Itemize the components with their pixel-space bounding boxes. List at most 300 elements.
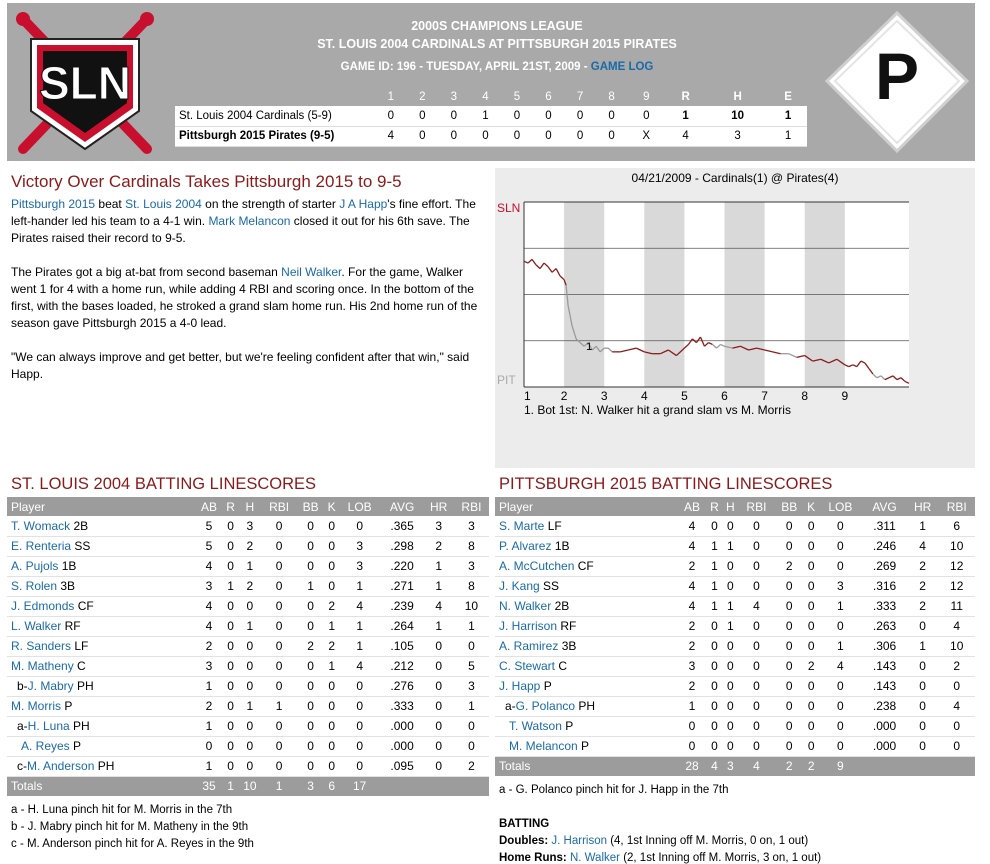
stat-cell: 3: [454, 516, 489, 536]
stat-cell: 5: [454, 656, 489, 676]
table-row: [7, 516, 489, 536]
stat-cell: 2: [325, 596, 339, 616]
player-cell: [495, 736, 677, 756]
batting-notes: [499, 816, 969, 864]
stat-cell: 0: [262, 556, 297, 576]
stat-cell: 2: [238, 576, 261, 596]
stat-cell: 0: [775, 516, 804, 536]
player-link[interactable]: J. Kang: [499, 579, 540, 593]
player-position: LF: [547, 518, 562, 533]
player-link[interactable]: C. Stewart: [499, 659, 556, 673]
stat-cell: 8: [454, 536, 489, 556]
column-header: AB: [195, 497, 223, 516]
stat-cell: 0: [738, 636, 774, 656]
player-position: 1B: [61, 559, 77, 573]
stat-cell: 2: [195, 636, 223, 656]
stat-cell: 0: [424, 676, 454, 696]
stat-cell: 0: [339, 676, 381, 696]
away-total-r: 1: [665, 106, 706, 126]
stat-cell: 0: [223, 516, 238, 536]
stat-cell: 0: [297, 756, 325, 776]
cardinals-logo: [9, 9, 161, 157]
harrison-player-link[interactable]: J. Harrison: [551, 835, 608, 847]
stat-cell: 0: [907, 656, 939, 676]
stat-cell: 0: [804, 676, 819, 696]
stat-cell: 0: [223, 556, 238, 576]
column-header: RBI: [938, 497, 975, 516]
table-row: [495, 556, 975, 576]
column-header: AVG: [862, 497, 907, 516]
stat-cell: 0: [775, 656, 804, 676]
stat-cell: 1: [707, 556, 723, 576]
stat-cell: 0: [722, 556, 738, 576]
stat-cell: 0: [722, 676, 738, 696]
matchup-title: ST. LOUIS 2004 CARDINALS AT PITTSBURGH 2015 PIRATES: [317, 37, 677, 51]
stat-cell: 1: [195, 756, 223, 776]
stat-cell: 0: [325, 516, 339, 536]
table-row: [495, 576, 975, 596]
sub-prefix: a-: [505, 699, 516, 713]
stat-cell: 0: [804, 696, 819, 716]
stat-cell: 4: [938, 616, 975, 636]
stat-cell: .246: [862, 536, 907, 556]
pinch-hit-note: b - J. Mabry pinch hit for M. Matheny in the 9th: [11, 821, 249, 833]
away-team-name: St. Louis 2004 Cardinals (5-9): [175, 106, 375, 126]
stat-cell: 1: [325, 616, 339, 636]
stat-cell: 0: [238, 736, 261, 756]
away-total-e: 1: [769, 106, 807, 126]
x-tick-label: 9: [841, 389, 849, 403]
table-row: [7, 696, 489, 716]
stat-cell: 0: [775, 716, 804, 736]
walker-hr-player-link[interactable]: N. Walker: [569, 852, 620, 864]
stat-cell: 3: [677, 656, 706, 676]
player-link[interactable]: T. Womack: [11, 518, 71, 533]
stat-cell: .239: [381, 596, 424, 616]
stat-cell: 0: [738, 676, 774, 696]
stat-cell: 1: [339, 576, 381, 596]
stat-cell: 0: [804, 536, 819, 556]
table-row: [7, 536, 489, 556]
stat-cell: 1: [297, 576, 325, 596]
player-link[interactable]: M. Anderson: [27, 759, 95, 773]
stat-cell: 0: [818, 536, 862, 556]
stat-cell: 0: [722, 716, 738, 736]
column-header: BB: [775, 497, 804, 516]
story-paragraph-1: Pittsburgh 2015 beat St. Louis 2004 on the strength of starter J A Happ's fine effort. The left-hander led his team to a 4-1 win. Mark Melancon closed it out for his 6th save. The Pirates raised their record to 9-5.: [11, 197, 476, 245]
column-header: RBI: [262, 497, 297, 516]
player-link[interactable]: N. Walker: [499, 599, 552, 613]
stat-cell: 1: [339, 636, 381, 656]
stat-cell: .263: [862, 616, 907, 636]
stat-cell: 0: [325, 756, 339, 776]
player-position: PH: [578, 699, 596, 713]
stat-cell: 1: [424, 576, 454, 596]
stat-cell: 0: [738, 716, 774, 736]
player-link[interactable]: M. Morris: [11, 699, 61, 713]
table-row: [495, 636, 975, 656]
stat-cell: .212: [381, 656, 424, 676]
stl-batting-table: [7, 497, 489, 796]
inning-score: 0: [407, 126, 439, 146]
table-row: [7, 616, 489, 636]
x-tick-label: 3: [600, 389, 608, 403]
stat-cell: 0: [424, 756, 454, 776]
total-empty: [862, 756, 907, 776]
stat-cell: .143: [862, 676, 907, 696]
table-row: [495, 676, 975, 696]
stat-cell: 0: [738, 656, 774, 676]
stat-cell: 0: [424, 716, 454, 736]
column-header: H: [238, 497, 261, 516]
player-position: PH: [73, 719, 90, 733]
stat-cell: 0: [424, 696, 454, 716]
x-tick-label: 8: [801, 389, 809, 403]
home-team-name: Pittsburgh 2015 Pirates (9-5): [175, 126, 375, 146]
player-link[interactable]: M. Matheny: [11, 659, 74, 673]
total-cell: 4: [738, 756, 774, 776]
stat-cell: 3: [424, 516, 454, 536]
player-link[interactable]: A. McCutchen: [499, 559, 575, 573]
total-cell: 10: [238, 776, 261, 796]
total-empty: [454, 776, 489, 796]
stat-cell: 0: [818, 556, 862, 576]
stat-cell: 0: [775, 576, 804, 596]
stat-cell: 0: [907, 736, 939, 756]
stat-cell: 0: [238, 596, 261, 616]
league-title: 2000S CHAMPIONS LEAGUE: [411, 19, 583, 33]
stat-cell: 4: [738, 596, 774, 616]
player-link[interactable]: J. Edmonds: [11, 599, 75, 613]
stat-cell: 0: [238, 756, 261, 776]
stat-cell: 0: [775, 676, 804, 696]
table-row: [7, 656, 489, 676]
stat-cell: 0: [938, 736, 975, 756]
table-row: [495, 696, 975, 716]
chart-annotation: 1. Bot 1st: N. Walker hit a grand slam vs M. Morris: [524, 403, 791, 417]
stat-cell: 1: [195, 676, 223, 696]
table-row: [7, 596, 489, 616]
stat-cell: .238: [862, 696, 907, 716]
stat-cell: 1: [325, 656, 339, 676]
home-total-h: 3: [706, 126, 769, 146]
game-log-link[interactable]: GAME LOG: [590, 61, 654, 73]
player-position: 3B: [60, 579, 76, 593]
stat-cell: 0: [677, 716, 706, 736]
home-total-r: 4: [665, 126, 706, 146]
stat-cell: 4: [677, 576, 706, 596]
stat-cell: 0: [262, 536, 297, 556]
stat-cell: 4: [195, 596, 223, 616]
total-cell: 2: [804, 756, 819, 776]
doubles-line: Doubles: J. Harrison (4, 1st Inning off M. Morris, 0 on, 1 out): [499, 835, 809, 847]
stat-cell: 11: [938, 596, 975, 616]
pit-batting-table: [495, 497, 975, 776]
stat-cell: 2: [677, 556, 706, 576]
game-header: [7, 3, 975, 161]
player-position: 2B: [73, 518, 89, 533]
stat-cell: 0: [804, 556, 819, 576]
player-link[interactable]: G. Polanco: [515, 699, 576, 713]
column-header: K: [804, 497, 819, 516]
stat-cell: 5: [195, 536, 223, 556]
stat-cell: 4: [818, 656, 862, 676]
stat-cell: 0: [818, 716, 862, 736]
player-position: PH: [77, 679, 94, 693]
stat-cell: .271: [381, 576, 424, 596]
stat-cell: 0: [297, 616, 325, 636]
stat-cell: 0: [223, 756, 238, 776]
player-cell: [7, 756, 195, 776]
pit-label: PIT: [497, 373, 516, 387]
sub-prefix: a-: [17, 719, 28, 733]
stl-box-title: ST. LOUIS 2004 BATTING LINESCORES: [11, 475, 317, 493]
inning-header: 6: [545, 91, 552, 103]
stat-cell: 4: [938, 696, 975, 716]
player-link[interactable]: J. Happ: [499, 679, 541, 693]
inning-score: 0: [501, 106, 533, 126]
total-cell: 17: [339, 776, 381, 796]
stat-cell: 0: [707, 716, 723, 736]
table-row: [7, 716, 489, 736]
stat-cell: 0: [738, 576, 774, 596]
batting-heading: BATTING: [499, 818, 550, 830]
stat-cell: 0: [325, 556, 339, 576]
column-header: Player: [7, 497, 195, 516]
stat-cell: 0: [325, 736, 339, 756]
column-header: Player: [495, 497, 677, 516]
game-id-date: GAME ID: 196 - TUESDAY, APRIL 21ST, 2009 -: [340, 61, 588, 73]
stat-cell: .105: [381, 636, 424, 656]
stat-cell: 0: [223, 636, 238, 656]
stat-cell: 0: [297, 696, 325, 716]
stat-cell: 6: [938, 516, 975, 536]
stat-cell: 4: [195, 556, 223, 576]
pit-notes: [499, 782, 729, 799]
stat-cell: 0: [424, 736, 454, 756]
stat-cell: 0: [738, 556, 774, 576]
box-header-row: [7, 497, 489, 516]
stat-cell: 0: [262, 736, 297, 756]
player-link[interactable]: M. Melancon: [509, 739, 578, 753]
player-position: 3B: [561, 639, 577, 653]
player-link[interactable]: L. Walker: [11, 619, 62, 633]
story-paragraph-2: The Pirates got a big at-bat from second baseman Neil Walker. For the game, Walker went 1 for 4 with a home run, while adding 4 RBI and scoring once. In the bottom of the first, with the bases loaded, he stroked a grand slam home run. His 2nd home run of the season gave Pittsburgh 2015 a 4-0 lead.: [11, 265, 478, 330]
stat-cell: 0: [907, 696, 939, 716]
player-position: CF: [577, 559, 594, 573]
linescore-away-row: [175, 106, 807, 126]
total-cell: 3: [722, 756, 738, 776]
pit-box-title: PITTSBURGH 2015 BATTING LINESCORES: [499, 475, 833, 493]
stat-cell: .095: [381, 756, 424, 776]
stat-cell: 0: [454, 716, 489, 736]
column-header: AB: [677, 497, 706, 516]
box-header-row: [495, 497, 975, 516]
stat-cell: 2: [677, 676, 706, 696]
stat-cell: 1: [454, 696, 489, 716]
player-link[interactable]: P. Alvarez: [499, 539, 552, 553]
stat-cell: 0: [297, 716, 325, 736]
player-cell: [495, 596, 677, 616]
column-header: R: [223, 497, 238, 516]
pittsburgh-team-link[interactable]: Pittsburgh 2015: [11, 197, 96, 211]
stat-cell: 5: [195, 516, 223, 536]
stat-cell: 0: [804, 576, 819, 596]
stat-cell: 0: [325, 536, 339, 556]
totals-row: [7, 776, 489, 796]
stat-cell: .333: [381, 696, 424, 716]
table-row: [7, 756, 489, 776]
stat-cell: 0: [238, 656, 261, 676]
total-cell: 3: [297, 776, 325, 796]
player-link[interactable]: T. Watson: [509, 719, 562, 733]
stat-cell: 1: [238, 616, 261, 636]
column-header: K: [325, 497, 339, 516]
stat-cell: 3: [339, 556, 381, 576]
stat-cell: 1: [707, 536, 723, 556]
stat-cell: 0: [223, 676, 238, 696]
stat-cell: 0: [738, 736, 774, 756]
player-link[interactable]: H. Luna: [27, 719, 70, 733]
linescore-header: [175, 88, 807, 106]
stat-cell: 0: [262, 516, 297, 536]
x-tick-label: 6: [721, 389, 728, 403]
stat-cell: 0: [297, 516, 325, 536]
stat-cell: 0: [262, 656, 297, 676]
stat-cell: 0: [738, 516, 774, 536]
player-link[interactable]: A. Pujols: [11, 559, 59, 573]
happ-player-link[interactable]: J A Happ: [339, 197, 388, 211]
stat-cell: 0: [722, 696, 738, 716]
sln-label: SLN: [497, 201, 521, 215]
player-link[interactable]: S. Rolen: [11, 579, 58, 593]
pinch-hit-note: a - G. Polanco pinch hit for J. Happ in the 7th: [499, 784, 729, 796]
totals-row: [495, 756, 975, 776]
logo-letter: P: [874, 39, 920, 113]
player-position: RF: [560, 619, 577, 633]
stat-cell: 1: [238, 556, 261, 576]
stat-cell: 2: [907, 576, 939, 596]
stat-cell: 0: [297, 596, 325, 616]
player-cell: [495, 516, 677, 536]
stat-cell: 1: [195, 716, 223, 736]
x-tick-label: 1: [524, 389, 531, 403]
stat-cell: 0: [262, 576, 297, 596]
total-cell: 1: [262, 776, 297, 796]
stat-cell: 1: [707, 596, 723, 616]
total-cell: 6: [325, 776, 339, 796]
stat-cell: 10: [938, 636, 975, 656]
inning-score: 0: [596, 126, 628, 146]
inning-score: 0: [596, 106, 628, 126]
player-link[interactable]: J. Harrison: [499, 619, 558, 633]
table-row: [7, 736, 489, 756]
stat-cell: 0: [775, 696, 804, 716]
stat-cell: 0: [722, 516, 738, 536]
stat-cell: 0: [238, 676, 261, 696]
column-header: LOB: [339, 497, 381, 516]
stat-cell: 0: [738, 696, 774, 716]
stat-cell: 0: [707, 516, 723, 536]
inning-score: 4: [375, 126, 407, 146]
stat-cell: 4: [677, 516, 706, 536]
chart-title: 04/21/2009 - Cardinals(1) @ Pirates(4): [631, 171, 839, 185]
stat-cell: 0: [818, 696, 862, 716]
stat-cell: 3: [195, 576, 223, 596]
column-header: BB: [297, 497, 325, 516]
stat-cell: 1: [454, 616, 489, 636]
stat-cell: 0: [775, 616, 804, 636]
player-link[interactable]: S. Marte: [499, 518, 545, 533]
stat-cell: 0: [818, 616, 862, 636]
inning-score: X: [627, 126, 665, 146]
stat-cell: 0: [325, 576, 339, 596]
stat-cell: 0: [722, 736, 738, 756]
player-cell: [495, 696, 677, 716]
stat-cell: 0: [262, 756, 297, 776]
stat-cell: 1: [818, 596, 862, 616]
stat-cell: 4: [339, 656, 381, 676]
stat-cell: 0: [297, 656, 325, 676]
stat-cell: 10: [938, 536, 975, 556]
stat-cell: 2: [195, 696, 223, 716]
stat-cell: 0: [804, 596, 819, 616]
inning-header: 3: [450, 91, 458, 103]
pinch-hit-note: c - M. Anderson pinch hit for A. Reyes in the 9th: [11, 838, 254, 850]
stl-notes: [11, 802, 254, 853]
stat-cell: 0: [938, 716, 975, 736]
player-cell: [7, 616, 195, 636]
stat-cell: 0: [818, 676, 862, 696]
stat-cell: 10: [454, 596, 489, 616]
player-cell: [495, 656, 677, 676]
inning-header: 8: [608, 91, 615, 103]
player-link[interactable]: J. Mabry: [27, 679, 74, 693]
x-tick-label: 4: [640, 389, 648, 403]
player-link[interactable]: E. Renteria: [11, 539, 72, 553]
walker-player-link[interactable]: Neil Walker: [281, 265, 342, 279]
linescore-home-row: [175, 126, 807, 146]
stat-cell: 3: [238, 516, 261, 536]
inning-header: 7: [576, 91, 584, 103]
stat-cell: .000: [862, 716, 907, 736]
stat-cell: 2: [907, 596, 939, 616]
stat-cell: 4: [677, 536, 706, 556]
stat-cell: 1: [424, 556, 454, 576]
stat-cell: 0: [775, 536, 804, 556]
melancon-player-link[interactable]: Mark Melancon: [208, 214, 291, 228]
stat-cell: 0: [262, 636, 297, 656]
stat-cell: 0: [297, 676, 325, 696]
player-position: 1B: [554, 539, 570, 553]
player-position: P: [565, 719, 574, 733]
stat-cell: 4: [339, 596, 381, 616]
player-link[interactable]: A. Ramirez: [499, 639, 559, 653]
stat-cell: 0: [238, 636, 261, 656]
story-title: Victory Over Cardinals Takes Pittsburgh 2015 to 9-5: [11, 172, 402, 191]
stlouis-team-link[interactable]: St. Louis 2004: [125, 197, 202, 211]
player-cell: [7, 636, 195, 656]
player-link[interactable]: A. Reyes: [21, 739, 70, 753]
player-link[interactable]: R. Sanders: [11, 639, 72, 653]
column-header: RBI: [738, 497, 774, 516]
stat-cell: 0: [339, 516, 381, 536]
table-row: [7, 636, 489, 656]
stat-cell: 0: [223, 736, 238, 756]
inning-score: 0: [375, 106, 407, 126]
player-cell: [7, 596, 195, 616]
rhe-header: H: [733, 91, 742, 103]
